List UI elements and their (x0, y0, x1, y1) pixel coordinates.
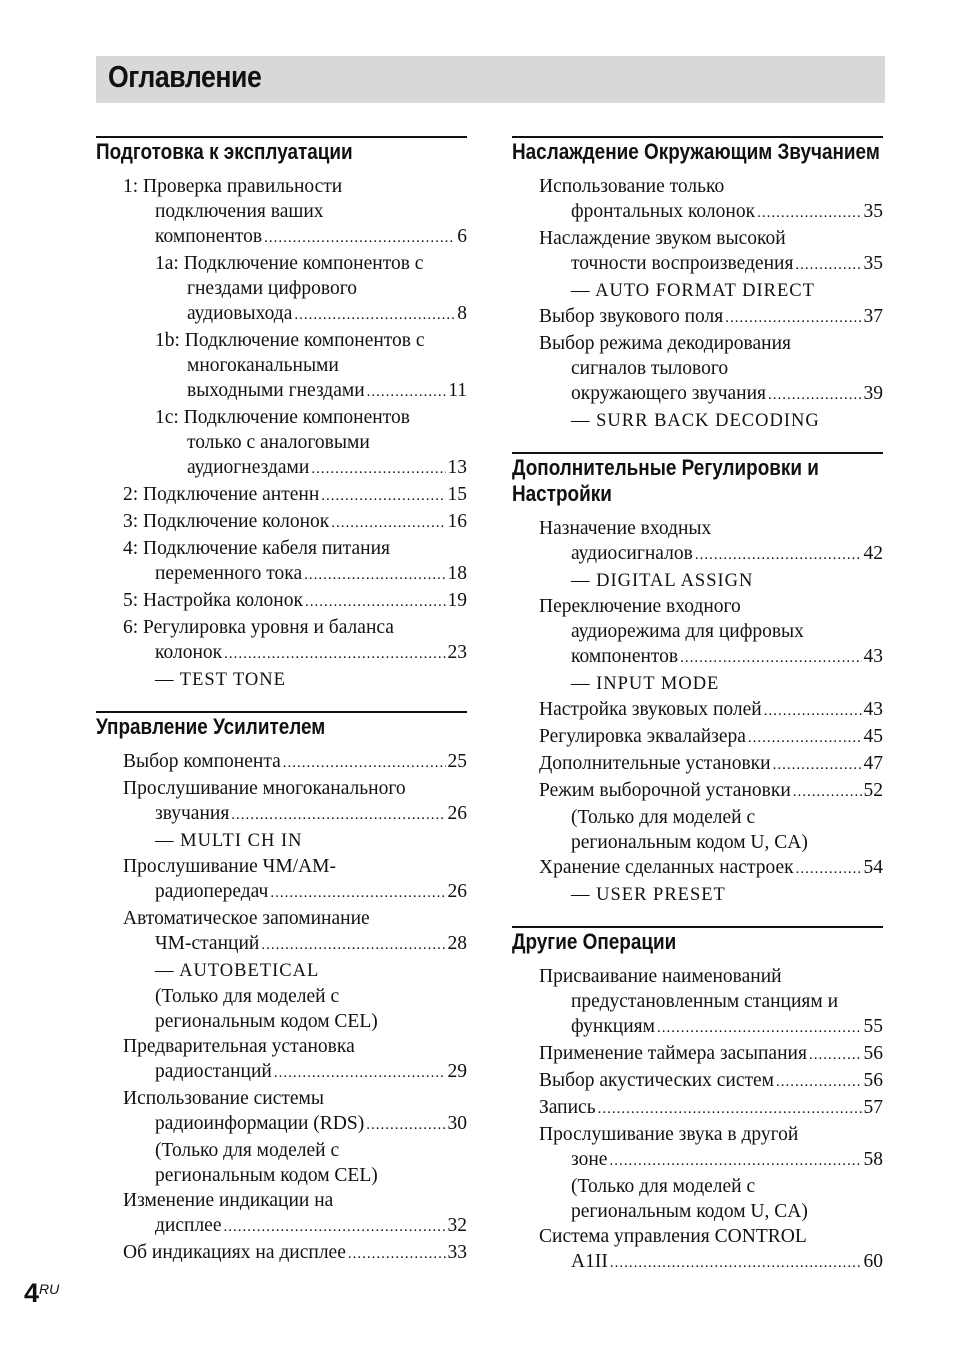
toc-entry-line (96, 328, 467, 353)
toc-entry (512, 751, 883, 778)
toc-entry-line (96, 1034, 467, 1059)
toc-entry (512, 644, 883, 671)
toc-entry (512, 541, 883, 568)
toc-page-number: 57 (863, 1097, 883, 1118)
toc-entry-line (512, 1174, 883, 1199)
toc-entry-text: 1b: Подключение компонентов с (155, 330, 425, 351)
toc-entry-text: 4: Подключение кабеля питания (123, 538, 390, 559)
toc-entry-text: переменного тока (155, 563, 303, 584)
toc-entry-line (512, 882, 883, 908)
toc-entry-text: предустановленным станциям и (571, 991, 839, 1012)
toc-page-number: 47 (863, 753, 883, 774)
toc-page-number: 55 (863, 1016, 883, 1037)
toc-entry-text: Использование только (539, 176, 725, 197)
toc-entry-line (96, 615, 467, 640)
toc-entry-line (512, 619, 883, 644)
toc-entry-line (96, 1086, 467, 1111)
title-bar (96, 56, 885, 103)
toc-entry-text: сигналов тылового (571, 358, 729, 379)
toc-entry-text: аудиосигналов (571, 543, 693, 564)
toc-entry-text: зоне (571, 1149, 608, 1170)
toc-entry-line (512, 278, 883, 304)
dot-leader (224, 642, 445, 667)
toc-entry-text: звучания (155, 803, 230, 824)
toc-entry-text: Предварительная установка (123, 1036, 355, 1057)
toc-entry (96, 301, 467, 328)
toc-entry-text: — SURR BACK DECODING (571, 411, 820, 431)
toc-entry-line (96, 430, 467, 455)
toc-entry-text: (Только для моделей с (571, 1176, 756, 1197)
toc-entry-text: выходными гнездами (187, 380, 365, 401)
toc-section (512, 452, 883, 908)
toc-entry-text: радиопередач (155, 881, 269, 902)
toc-entry (512, 1249, 883, 1276)
toc-entry (512, 199, 883, 226)
toc-entry-text: Прослушивание ЧМ/АМ- (123, 856, 337, 877)
toc-page-number: 26 (447, 881, 467, 902)
toc-page-number: 32 (447, 1215, 467, 1236)
toc-entry-text: Использование системы (123, 1088, 324, 1109)
toc-entry (96, 1213, 467, 1240)
toc-entry (512, 381, 883, 408)
toc-entry-text: радиоинформации (RDS) (155, 1113, 365, 1134)
toc-entry (96, 378, 467, 405)
dot-leader (261, 933, 445, 958)
toc-entry-text: аудиогнездами (187, 457, 310, 478)
toc-page-number: 26 (447, 803, 467, 824)
toc-entry-line (96, 276, 467, 301)
toc-entry-text: Применение таймера засыпания (539, 1043, 807, 1064)
toc-page-number: 58 (863, 1149, 883, 1170)
toc-entry-text: многоканальными (187, 355, 339, 376)
toc-section (96, 711, 467, 1267)
dot-leader (809, 1043, 862, 1068)
toc-entry (96, 455, 467, 482)
dot-leader (311, 457, 445, 482)
dot-leader (610, 1251, 862, 1276)
page-number (24, 1278, 59, 1309)
toc-entry-text: функциям (571, 1016, 655, 1037)
toc-entry-line (512, 568, 883, 594)
toc-entry (512, 855, 883, 882)
toc-entry (96, 749, 467, 776)
dot-leader (270, 881, 445, 906)
toc-entry-text: — MULTI CH IN (155, 831, 303, 851)
toc-entry-line (96, 199, 467, 224)
toc-page-number: 25 (447, 751, 467, 772)
toc-entry-text: аудиовыхода (187, 303, 293, 324)
toc-page-number: 19 (447, 590, 467, 611)
toc-entry-text: 6: Регулировка уровня и баланса (123, 617, 394, 638)
toc-entry (512, 1095, 883, 1122)
toc-column-right (512, 136, 883, 1276)
dot-leader (283, 751, 446, 776)
toc-entry-text: — TEST TONE (155, 670, 286, 690)
toc-entry-text: Дополнительные установки (539, 753, 771, 774)
toc-entry-text: Об индикациях на дисплее (123, 1242, 346, 1263)
toc-entry-list (512, 168, 883, 434)
toc-entry-text: Выбор режима декодирования (539, 333, 792, 354)
toc-entry-text: (Только для моделей с (155, 1140, 340, 1161)
toc-page-number: 43 (863, 699, 883, 720)
toc-entry-line (96, 353, 467, 378)
toc-entry-line (512, 174, 883, 199)
toc-entry-text: Настройка звуковых полей (539, 699, 762, 720)
toc-entry (512, 1014, 883, 1041)
dot-leader (609, 1149, 861, 1174)
toc-entry-text: компонентов (155, 226, 263, 247)
page-number-suffix: RU (39, 1281, 60, 1297)
toc-entry-line (96, 405, 467, 430)
toc-entry-line (512, 516, 883, 541)
toc-entry (96, 509, 467, 536)
toc-entry-text: Автоматическое запоминание (123, 908, 370, 929)
toc-entry-text: региональным кодом CEL) (155, 1165, 378, 1186)
toc-entry-line (512, 331, 883, 356)
dot-leader (695, 543, 862, 568)
toc-entry-text: гнездами цифрового (187, 278, 357, 299)
dot-leader (773, 753, 862, 778)
toc-page-number: 8 (457, 303, 467, 324)
toc-entry (512, 251, 883, 278)
toc-entry (512, 1147, 883, 1174)
toc-entry-line (96, 776, 467, 801)
dot-leader (793, 780, 862, 805)
toc-entry-text: Режим выборочной установки (539, 780, 791, 801)
toc-page-number: 16 (447, 511, 467, 532)
toc-page-number: 33 (447, 1242, 467, 1263)
toc-entry-line (96, 1009, 467, 1034)
toc-page-number: 13 (447, 457, 467, 478)
toc-section (512, 926, 883, 1276)
toc-entry-text: — AUTOBETICAL (155, 961, 320, 981)
toc-entry-text: Выбор компонента (123, 751, 281, 772)
dot-leader (757, 201, 861, 226)
toc-entry-text: Выбор звукового поля (539, 306, 724, 327)
toc-page-number: 18 (447, 563, 467, 584)
toc-entry (512, 1068, 883, 1095)
toc-page-number: 29 (447, 1061, 467, 1082)
toc-entry-line (512, 830, 883, 855)
toc-entry (96, 1059, 467, 1086)
toc-section (96, 136, 467, 693)
toc-page-number: 30 (447, 1113, 467, 1134)
toc-page-number: 56 (863, 1070, 883, 1091)
toc-entry-text: аудиорежима для цифровых (571, 621, 804, 642)
toc-entry-text: Выбор акустических систем (539, 1070, 775, 1091)
toc-entry (96, 640, 467, 667)
toc-entry-text: 1c: Подключение компонентов (155, 407, 410, 428)
toc-page-number: 56 (863, 1043, 883, 1064)
toc-entry-line (512, 594, 883, 619)
dot-leader (657, 1016, 862, 1041)
toc-entry-line (512, 805, 883, 830)
toc-entry (96, 561, 467, 588)
dot-leader (224, 1215, 446, 1240)
toc-entry-list (96, 168, 467, 693)
toc-entry-line (96, 906, 467, 931)
toc-page-number: 42 (863, 543, 883, 564)
dot-leader (304, 563, 445, 588)
toc-entry-text: Присваивание наименований (539, 966, 782, 987)
toc-entry-text: компонентов (571, 646, 679, 667)
toc-page-number: 11 (448, 380, 467, 401)
dot-leader (348, 1242, 446, 1267)
toc-entry-text: Прослушивание многоканального (123, 778, 406, 799)
toc-entry (512, 697, 883, 724)
toc-entry (96, 482, 467, 509)
toc-entry-line (512, 964, 883, 989)
toc-entry-text: радиостанций (155, 1061, 272, 1082)
dot-leader (274, 1061, 446, 1086)
toc-entry-text: (Только для моделей с (571, 807, 756, 828)
dot-leader (764, 699, 862, 724)
toc-entry-text: ЧМ-станций (155, 933, 260, 954)
toc-entry-text: — DIGITAL ASSIGN (571, 571, 754, 591)
toc-entry (96, 879, 467, 906)
toc-entry-text: окружающего звучания (571, 383, 767, 404)
toc-entry-text: Наслаждение звуком высокой (539, 228, 786, 249)
dot-leader (725, 306, 861, 331)
toc-entry (512, 1041, 883, 1068)
toc-entry-text: Переключение входного (539, 596, 741, 617)
toc-entry-text: — INPUT MODE (571, 674, 720, 694)
toc-entry (96, 1111, 467, 1138)
dot-leader (768, 383, 861, 408)
dot-leader (294, 303, 455, 328)
toc-entry-text: Хранение сделанных настроек (539, 857, 794, 878)
toc-entry (512, 778, 883, 805)
toc-page-number: 6 (457, 226, 467, 247)
toc-entry-text: — USER PRESET (571, 885, 726, 905)
toc-page-number: 54 (863, 857, 883, 878)
toc-entry-text: Регулировка эквалайзера (539, 726, 746, 747)
toc-entry-text: 1a: Подключение компонентов с (155, 253, 424, 274)
toc-entry-line (96, 174, 467, 199)
toc-entry-text: Назначение входных (539, 518, 712, 539)
dot-leader (796, 857, 862, 882)
section-heading: Подготовка к эксплуатации (96, 139, 353, 164)
toc-entry-line (512, 1122, 883, 1147)
dot-leader (748, 726, 862, 751)
toc-entry-text: Система управления CONTROL (539, 1226, 807, 1247)
toc-entry-line (96, 828, 467, 854)
toc-section (512, 136, 883, 434)
toc-entry-text: колонок (155, 642, 223, 663)
toc-page-number: 28 (447, 933, 467, 954)
section-heading: Другие Операции (512, 929, 677, 954)
toc-page-number: 52 (863, 780, 883, 801)
toc-entry (512, 304, 883, 331)
page-title: Оглавление (108, 59, 262, 94)
dot-leader (776, 1070, 861, 1095)
toc-entry-line (96, 1188, 467, 1213)
toc-page-number: 37 (863, 306, 883, 327)
dot-leader (331, 511, 445, 536)
dot-leader (366, 1113, 445, 1138)
toc-entry-line (96, 1138, 467, 1163)
dot-leader (598, 1097, 862, 1122)
dot-leader (321, 484, 445, 509)
toc-page-number: 23 (447, 642, 467, 663)
toc-entry-line (96, 536, 467, 561)
toc-entry-line (512, 226, 883, 251)
dot-leader (795, 253, 861, 278)
toc-entry-line (96, 958, 467, 984)
toc-entry-text: — AUTO FORMAT DIRECT (571, 281, 815, 301)
toc-entry-text: региональным кодом U, CA) (571, 832, 808, 853)
toc-entry-text: Изменение индикации на (123, 1190, 334, 1211)
toc-entry (96, 1240, 467, 1267)
toc-entry-text: региональным кодом CEL) (155, 1011, 378, 1032)
toc-entry-line (96, 984, 467, 1009)
toc-page-number: 39 (863, 383, 883, 404)
toc-entry-line (512, 408, 883, 434)
dot-leader (264, 226, 455, 251)
toc-entry-text: A1II (571, 1251, 608, 1272)
toc-entry-text: фронтальных колонок (571, 201, 756, 222)
dot-leader (231, 803, 445, 828)
toc-entry (96, 224, 467, 251)
toc-entry-line (96, 251, 467, 276)
section-heading: Наслаждение Окружающим Звучанием (512, 139, 880, 164)
toc-column-left (96, 136, 467, 1267)
toc-page-number: 43 (863, 646, 883, 667)
toc-entry-line (512, 1224, 883, 1249)
toc-entry-line (96, 667, 467, 693)
toc-entry-text: только с аналоговыми (187, 432, 370, 453)
toc-entry-line (512, 1199, 883, 1224)
toc-entry-text: точности воспроизведения (571, 253, 794, 274)
toc-entry (512, 724, 883, 751)
section-heading: Дополнительные Регулировки и Настройки (512, 455, 819, 506)
toc-entry (96, 588, 467, 615)
section-heading: Управление Усилителем (96, 714, 326, 739)
page-number-value: 4 (24, 1278, 40, 1308)
toc-page-number: 15 (447, 484, 467, 505)
toc-entry-text: Прослушивание звука в другой (539, 1124, 799, 1145)
toc-entry-text: Запись (539, 1097, 596, 1118)
toc-entry-list (96, 743, 467, 1267)
toc-entry-line (512, 671, 883, 697)
toc-entry-text: 3: Подключение колонок (123, 511, 330, 532)
toc-entry-text: региональным кодом U, CA) (571, 1201, 808, 1222)
toc-entry-list (512, 510, 883, 908)
toc-page-number: 60 (863, 1251, 883, 1272)
toc-entry (96, 931, 467, 958)
toc-page-number: 35 (863, 253, 883, 274)
toc-entry (96, 801, 467, 828)
toc-entry-text: 1: Проверка правильности (123, 176, 343, 197)
toc-entry-text: 2: Подключение антенн (123, 484, 320, 505)
dot-leader (305, 590, 446, 615)
toc-entry-text: (Только для моделей с (155, 986, 340, 1007)
toc-entry-line (512, 356, 883, 381)
toc-entry-line (512, 989, 883, 1014)
toc-entry-text: 5: Настройка колонок (123, 590, 303, 611)
toc-page-number: 45 (863, 726, 883, 747)
toc-page-number: 35 (863, 201, 883, 222)
toc-entry-text: подключения ваших (155, 201, 324, 222)
toc-entry-list (512, 958, 883, 1276)
toc-entry-text: дисплее (155, 1215, 222, 1236)
toc-entry-line (96, 1163, 467, 1188)
toc-entry-line (96, 854, 467, 879)
dot-leader (367, 380, 447, 405)
dot-leader (680, 646, 861, 671)
